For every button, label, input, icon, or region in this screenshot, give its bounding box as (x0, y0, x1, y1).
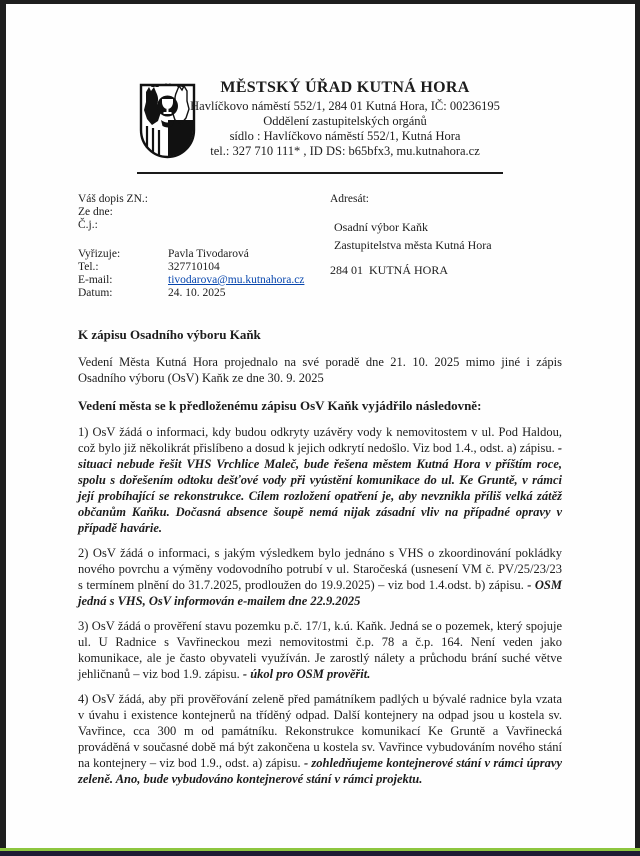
addressee-line: Osadní výbor Kaňk (334, 220, 428, 234)
meta-label: Datum: (78, 287, 113, 299)
paragraph-1-response: - situaci nebude řešit VHS Vrchlice Maleč, bude řešena městem Kutná Hora v příštím roce, spolu s dořešením odtoku dešťové vody při vyústění komunikace do ul. Ke Gruntě, v rámci její probíhající se rekonstrukce. Cílem rozložení opatření je, aby nevznikla příliš velká zátěž občanům Kaňku. Dočasná absence šoupě nemá nijak zásadní vliv na případné opravy v případě havárie. (78, 441, 563, 535)
meta-label: Ze dne: (78, 206, 113, 218)
email-link[interactable]: tivodarova@mu.kutnahora.cz (168, 274, 305, 286)
statement-heading: Vedení města se k předloženému zápisu OsV Kaňk vyjádřilo následovně: (78, 398, 482, 413)
paragraph-3 (78, 618, 562, 682)
paragraph-3-request: 3) OsV žádá o prověření stavu pozemku p.č. 17/1, k.ú. Kaňk. Jedná se o pozemek, který spojuje ul. U Radnice s Vavřineckou mezi nemovitostmi č.p. 78 a č.p. 164. Není veden jako komunikace, ale je často obyvateli využíván. Je zarostlý nálety a průchodu brání suché větve jehličnanů – viz bod 1.9. zápisu. (78, 619, 562, 681)
office-address-line: Havlíčkovo náměstí 552/1, 284 01 Kutná Hora, IČ: 00236195 (190, 99, 500, 113)
meta-spacer (78, 232, 318, 248)
paragraph-3-response: - úkol pro OSM prověřit. (242, 667, 371, 681)
addressee-line: Zastupitelstva města Kutná Hora (334, 238, 492, 252)
meta-row (78, 193, 318, 206)
handler-name: Pavla Tivodarová (168, 248, 249, 260)
meta-label: Č.j.: (78, 219, 98, 231)
intro-paragraph: Vedení Města Kutná Hora projednalo na své poradě dne 21. 10. 2025 mimo jiné i zápis Osadního výboru (OsV) Kaňk ze dne 30. 9. 2025 (78, 355, 562, 385)
addressee-label: Adresát: (330, 193, 369, 205)
paragraph-2-response: - OSM jedná s VHS, OsV informován e-mailem dne 22.9.2025 (78, 578, 563, 608)
meta-row (78, 219, 318, 232)
paragraph-4 (78, 691, 562, 787)
letter-body (78, 327, 562, 796)
office-title: MĚSTSKÝ ÚŘAD KUTNÁ HORA (220, 79, 470, 96)
office-contact-line: tel.: 327 710 111* , ID DS: b65bfx3, mu.kutnahora.cz (210, 144, 480, 158)
meta-row (78, 206, 318, 219)
letter-date: 24. 10. 2025 (168, 287, 226, 299)
meta-row (78, 261, 318, 274)
letterhead (150, 78, 540, 159)
meta-label: Tel.: (78, 261, 99, 273)
office-department-line: Oddělení zastupitelských orgánů (263, 114, 427, 128)
paragraph-4-response: - zohledňujeme kontejnerové stání v rámci úpravy zeleně. Ano, bude vybudováno kontejnerové stání v rámci projektu. (78, 756, 562, 786)
scan-edge-left (0, 0, 6, 856)
paragraph-1-request: 1) OsV žádá o informaci, kdy budou odkryty uzávěry vody k nemovitostem v ul. Pod Haldou, což bylo již několikrát přislíbeno a dosud k jejich odkrytí nedošlo. Viz bod 1.4., odst. a) zápisu. (78, 425, 562, 455)
phone-number: 327710104 (168, 261, 220, 273)
addressee-lines (334, 218, 560, 254)
office-seat-line: sídlo : Havlíčkovo náměstí 552/1, Kutná Hora (229, 129, 461, 143)
meta-label: Vyřizuje: (78, 248, 121, 260)
paragraph-4-request: 4) OsV žádá, aby při prověřování zeleně před památníkem padlých u bývalé radnice byla vzata v úvahu i existence kontejnerů na tříděný odpad. Další kontejnery na odpad jsou u kostela sv. Vavřince, cca 300 m od památníku. Rekonstrukce komunikací Ke Gruntě a Vavřinecká prováděná v současné době má být zakončena u kostela sv. Vavřince vybudováním nového stání na kontejnery – viz bod 1.9., odst. a) zápisu. (78, 692, 562, 770)
addressee-block (330, 193, 560, 277)
meta-label: E-mail: (78, 274, 113, 286)
subject-heading: K zápisu Osadního výboru Kaňk (78, 327, 261, 342)
meta-row (78, 287, 318, 300)
addressee-city: 284 01 KUTNÁ HORA (330, 263, 448, 277)
meta-row (78, 274, 318, 287)
meta-label: Váš dopis ZN.: (78, 193, 148, 205)
scan-edge-top (0, 0, 640, 4)
header-divider (137, 172, 503, 174)
paragraph-2 (78, 545, 562, 609)
footer-green-line (0, 848, 640, 851)
paragraph-1 (78, 424, 562, 536)
scan-edge-bottom (0, 851, 640, 856)
meta-row (78, 248, 318, 261)
paragraph-2-request: 2) OsV žádá o informaci, s jakým výsledkem bylo jednáno s VHS o zkoordinování pokládky nového povrchu a výměny vodovodního potrubí v ul. Staročeská (usnesení VM č. PV/25/23/23 s termínem plnění do 31.7.2025, prodloužen do 19.9.2025) – viz bod 1.4.odst. b) zápisu. (78, 546, 562, 592)
scan-edge-right (635, 0, 640, 856)
reference-block (78, 193, 318, 300)
